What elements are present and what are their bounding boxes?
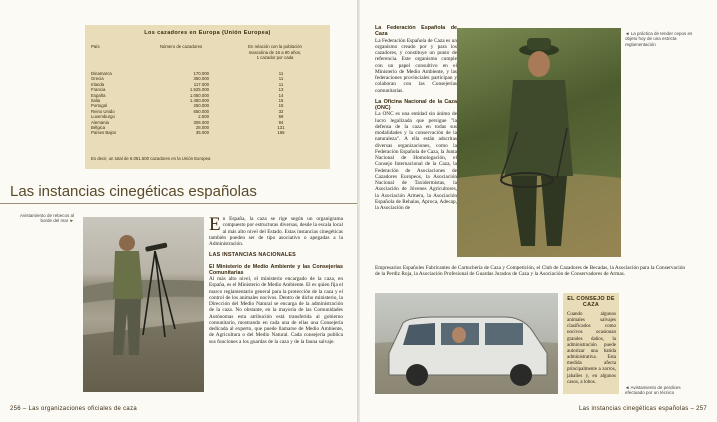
cell-country: Reino Unido: [91, 108, 115, 114]
photo-gamekeeper-with-trap: [457, 28, 621, 257]
car-rear-wheel: [510, 364, 532, 386]
cell-ratio: 166: [277, 130, 285, 136]
stats-note: Es decir, un total de 6.051.500 cazadores en la Unión Europea: [91, 156, 211, 161]
distant-hill: [83, 280, 204, 303]
cell-hunters: 650.000: [193, 108, 209, 114]
guard-box-text: Cuando algunos animales salvajes clasificados como nocivos ocasionan grandes daños, la administración puede autorizar una batida administrativa. Esta medida afecta principalmente a zorros, jabalíes y, en algunos casos, a lobos.: [567, 312, 616, 385]
cell-hunters: 350.000: [193, 76, 209, 82]
cell-ratio: 11: [278, 81, 284, 87]
guard-box-title: EL CONSEJO DE CAZA: [567, 296, 615, 309]
technician-face: [452, 327, 466, 343]
man-cap: [527, 38, 551, 50]
cell-hunters: 2.500: [198, 114, 209, 120]
hunting-council-box: [563, 293, 619, 394]
page-folio-right: Las instancias cinegéticas españolas – 257: [578, 406, 707, 412]
col-header-ratio-line3: 1 cazador por cada: [256, 55, 294, 61]
photo-hunter-with-telescope: [83, 217, 204, 392]
cell-hunters: 1.050.000: [189, 92, 209, 98]
section-heading: Las instancias cinegéticas españolas: [10, 183, 257, 200]
col-header-ratio-line1: En relación con la población: [248, 44, 302, 49]
left-page: [0, 0, 357, 422]
cell-ratio: 94: [278, 119, 284, 125]
cell-hunters: 117.000: [193, 81, 209, 87]
col-header-ratio-line2: masculina de 16 a 90 años,: [248, 49, 302, 55]
photo-caption-binoculars: [10, 213, 74, 224]
cell-country: Alemania: [91, 119, 109, 125]
intro-paragraph: [209, 216, 343, 247]
right-page: [360, 0, 717, 422]
photo-caption-car: [625, 385, 695, 396]
cell-country: España: [91, 92, 106, 98]
section-subheading: LAS INSTANCIAS NACIONALES: [209, 252, 296, 259]
cell-hunters: 1.450.000: [189, 97, 209, 103]
federation-subheading: La Federación Española de Caza: [375, 25, 457, 38]
stats-title: Los cazadores en Europa (Unión Europea): [144, 30, 271, 36]
stats-rows: [91, 71, 326, 136]
cell-ratio: 59: [278, 114, 284, 120]
ministry-subheading: El Ministerio de Medio Ambiente y las Consejerías Comunitarias: [209, 263, 343, 276]
man-vest: [113, 251, 143, 299]
caption-text: Avistamiento de rebecos al borde del mar: [20, 213, 74, 224]
caption-arrow-icon: ►: [69, 218, 74, 224]
table-row: [91, 130, 326, 135]
col-header-hunters: Número de cazadores: [159, 44, 203, 49]
cell-country: Portugal: [91, 103, 108, 109]
cell-ratio: 15: [278, 103, 284, 109]
caption-arrow-icon: ◄: [625, 385, 630, 390]
caption-text: La práctica de tender cepos es objeto hoy de una estricta reglamentación: [625, 31, 693, 47]
col-header-ratio: [223, 44, 327, 61]
man-jacket: [505, 80, 573, 176]
car-scene-illustration: [375, 293, 558, 394]
cell-hunters: 35.000: [195, 130, 209, 136]
cell-country: Luxemburgo: [91, 114, 115, 120]
right-full-width-paragraph: Empresarios Españoles Fabricantes de Cartuchería de Caza y Competición, el Club de Cazadores de Becadas, la Asociación para la Conservación de la Perdiz Roja, la Asociación Profesional de Guardas Jurados de Caza y la Asociación de Conservadores de Armas.: [375, 265, 685, 278]
cell-ratio: 32: [278, 108, 284, 114]
man-head: [119, 235, 135, 251]
cell-country: Países Bajos: [91, 130, 117, 136]
man-face: [528, 51, 550, 77]
onc-paragraph: La ONC es una entidad sin ánimo de lucro legalizada que persigue "la defensa de la caza en todas sus modalidades y la conservación de la naturaleza". A ella están adscritas diversas organizaciones, como la Federación Española de Caza, la Junta Nacional de Homologación, el Consejo Internacional de la Caza, la Federación de Asociaciones de Cazadores Europeos, la Asociación Nacional de Taxidermistas, la Asociación de Jóvenes Agricultores, la Asociación Armera, la Asociación Española de Rehalas, Aproca, Adecap, la Asociación de: [375, 111, 457, 211]
drop-cap: E: [209, 214, 221, 235]
telescope-scene-illustration: [83, 217, 204, 392]
cell-country: Bélgica: [91, 124, 106, 130]
cell-country: Francia: [91, 87, 106, 93]
cell-hunters: 306.000: [193, 119, 209, 125]
cell-hunters: 170.000: [193, 71, 209, 76]
cell-country: Grecia: [91, 76, 104, 82]
car-rear-window: [485, 323, 523, 345]
cell-hunters: 250.000: [193, 103, 209, 109]
photo-caption-trap: [625, 31, 695, 47]
photo-technician-in-car: [375, 293, 558, 394]
right-article-column: [375, 25, 457, 211]
heading-rule: [0, 203, 357, 204]
cell-ratio: 11: [278, 71, 284, 76]
cell-ratio: 13: [278, 87, 284, 93]
cell-ratio: 11: [278, 76, 284, 82]
cell-hunters: 1.525.000: [189, 87, 209, 93]
col-header-country: País: [91, 44, 100, 49]
hunters-stats-table: [85, 25, 330, 169]
ministry-paragraph: Al más alto nivel, el ministerio encargado de la caza, en España, es el Ministerio de Medio Ambiente. El es quien fija el marco reglamentario general para la protección de la caza y el control de los animales nocivos. Dentro de dicho ministerio, la Dirección del Medio Natural se encarga de la administración de la caza. No obstante, en la mayoría de las Comunidades Autónomas esta atribución está transferida al gobierno comunitario, mostrando en cada una de ellas una Consejería dedicada al experto, que puede llamarse de Medio Ambiente, de Agricultura o del Medio Natural. Cada consejería publica sus funciones a los guardas de la caza y de la fauna salvaje.: [209, 276, 344, 345]
spotting-scope: [145, 242, 168, 251]
cell-hunters: 28.000: [195, 124, 209, 130]
left-article-column: [209, 216, 343, 345]
federation-paragraph: La Federación Española de Caza es un organismo creado por y para los cazadores, y constituye un punto de referencia. Este organismo cumple con un papel consultivo en el Ministerio de Medio Ambiente, y las federaciones provinciales participan y colaboran con las Consejerías comunitarias.: [375, 37, 457, 94]
cell-country: Italia: [91, 97, 101, 103]
intro-text: n España, la caza se rige según un organigrama compuesto por estructuras diversas, desde la escala local al más alto nivel del Estado. Estas instancias cinegéticas también pueden ser de tipo asociativo o apegadas a la Administración.: [209, 216, 343, 247]
caption-arrow-icon: ◄: [625, 31, 630, 36]
cell-ratio: 15: [278, 97, 284, 103]
cell-ratio: 14: [278, 92, 284, 98]
cell-country: Dinamarca: [91, 71, 112, 76]
car-front-wheel: [406, 364, 428, 386]
gamekeeper-scene-illustration: [457, 28, 621, 257]
cell-ratio: 131: [277, 124, 285, 130]
cell-country: Irlanda: [91, 81, 105, 87]
caption-text: Avistamiento de perdices efectuado por un técnico: [625, 385, 681, 396]
onc-subheading: La Oficina Nacional de la Caza (ONC): [375, 98, 457, 111]
page-folio-left: 256 – Las organizaciones oficiales de caza: [10, 406, 138, 412]
